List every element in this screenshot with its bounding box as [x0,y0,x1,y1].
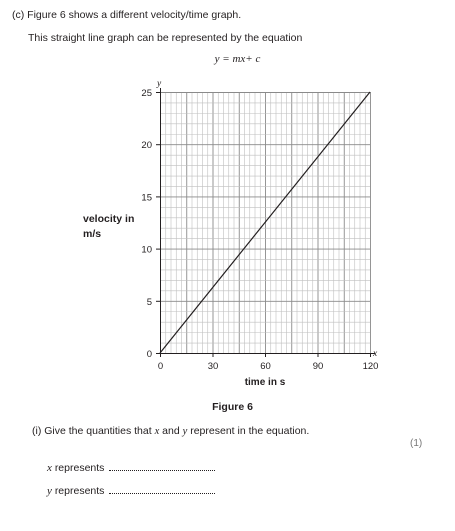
y-axis-title: velocity in m/s [83,213,135,240]
x-tick-label: 90 [312,361,324,372]
y-tick-label: 15 [141,192,152,204]
part-label: (i) Give the quantities that [32,425,152,437]
answer-y-field[interactable] [109,484,215,494]
y-axis-letter: y [157,79,162,89]
chart-series [160,92,370,353]
answer-x-field[interactable] [109,461,215,471]
answer-x-label: represents [54,462,105,474]
equation: y = mx+ c [214,53,261,65]
answer-x-var: x [47,462,52,474]
part-and: and [162,425,180,437]
x-tick-label: 0 [157,361,164,372]
x-tick-label: 120 [362,361,379,372]
x-axis-title: time in s [244,377,286,388]
question-part-i [32,425,309,438]
part-rest: represent in the equation. [190,425,310,437]
question-intro: (c) Figure 6 shows a different velocity/time graph. [12,9,242,21]
part-y: y [182,426,188,437]
y-tick-label: 10 [141,244,152,256]
series-line [160,92,370,353]
x-axis-letter: x [373,349,378,359]
chart-ticks [141,88,378,372]
answer-x-row [47,461,215,475]
y-tick-label: 25 [141,88,152,99]
answer-y-label: represents [54,485,105,497]
y-tick-label: 0 [146,349,152,360]
x-tick-label: 30 [207,361,219,372]
y-tick-label: 20 [141,140,152,152]
question-statement: This straight line graph can be represented by the equation [28,32,303,44]
answer-y-var: y [47,485,52,497]
answer-y-row [47,484,215,498]
x-tick-label: 60 [260,361,271,372]
marks-label: (1) [410,438,423,449]
figure-caption: Figure 6 [212,401,253,413]
part-x: x [154,426,160,437]
y-tick-label: 5 [146,296,152,308]
